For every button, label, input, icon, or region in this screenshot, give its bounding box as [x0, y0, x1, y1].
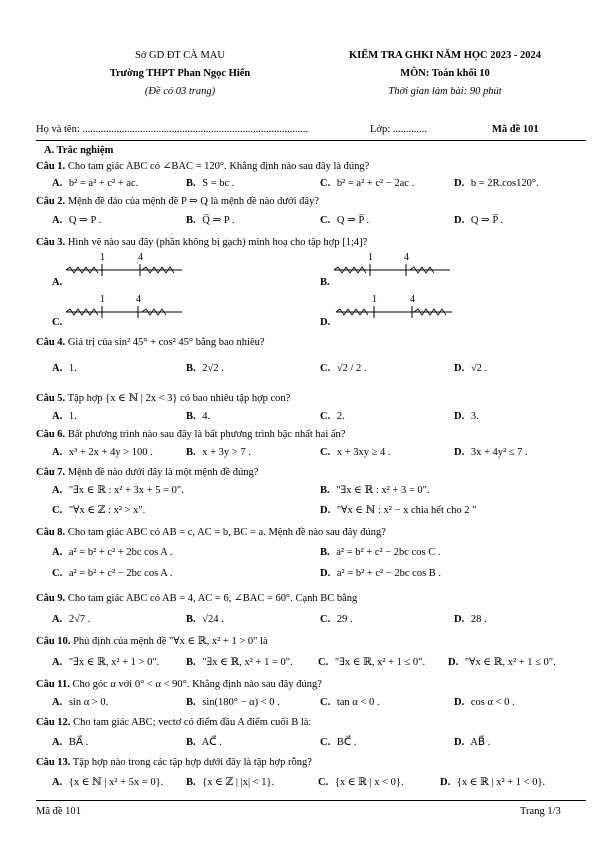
q7-option-d[interactable]: D. "∀x ∈ ℕ : x² − x chia hết cho 2 "	[320, 505, 477, 516]
question-5: Câu 5. Tập hợp {x ∈ ℕ | 2x < 3} có bao nhiêu tập hợp con?	[36, 393, 291, 404]
q3-numberline-d	[332, 292, 472, 322]
q1-option-d[interactable]: D. b = 2R.cos120°.	[454, 178, 539, 189]
q6-option-a[interactable]: A. x³ + 2x + 4y > 100 .	[52, 447, 153, 458]
question-4: Câu 4. Giá trị của sin² 45° + cos² 45° bằng bao nhiêu?	[36, 337, 265, 348]
q5-option-c[interactable]: C. 2.	[320, 411, 345, 422]
q1-option-b[interactable]: B. S = bc .	[186, 178, 235, 189]
q1-option-a[interactable]: A. b² = a² + c² + ac.	[52, 178, 139, 189]
tick-4-label: 4	[136, 294, 141, 305]
q12-option-c[interactable]: C. BC⃗ .	[320, 737, 357, 748]
q10-option-d[interactable]: D. "∀x ∈ ℝ, x² + 1 ≤ 0".	[448, 657, 556, 668]
question-12: Câu 12. Cho tam giác ABC; vectơ có điểm đầu A điểm cuối B là:	[36, 717, 312, 728]
q2-option-d[interactable]: D. Q ⇒ P̅ .	[454, 215, 504, 226]
tick-4-label: 4	[404, 252, 409, 263]
question-13: Câu 13. Tập hợp nào trong các tập hợp dưới đây là tập hợp rỗng?	[36, 757, 312, 768]
question-1: Câu 1. Cho tam giác ABC có ∠BAC = 120°. Khẳng định nào sau đây là đúng?	[36, 161, 370, 172]
q8-option-a[interactable]: A. a² = b² + c² + 2bc cos A .	[52, 547, 173, 558]
q13-option-c[interactable]: C. {x ∈ ℝ | x < 0}.	[318, 777, 404, 788]
q2-option-c[interactable]: C. Q ⇒ P̅ .	[320, 215, 370, 226]
page-number: Trang 1/3	[520, 806, 561, 817]
q4-option-d[interactable]: D. √2 .	[454, 363, 488, 374]
q10-option-a[interactable]: A. "∃x ∈ ℝ, x² + 1 > 0".	[52, 657, 160, 668]
exam-code: Mã đề 101	[492, 124, 539, 135]
q2-option-b[interactable]: B. Q̅ ⇒ P .	[186, 215, 235, 226]
tick-1-label: 1	[100, 294, 105, 305]
department: Sở GD ĐT CÀ MAU	[135, 50, 225, 61]
tick-1-label: 1	[372, 294, 377, 305]
divider	[36, 140, 586, 141]
time-limit: Thời gian làm bài: 90 phút	[388, 86, 502, 97]
q10-option-c[interactable]: C. "∃x ∈ ℝ, x² + 1 ≤ 0".	[318, 657, 426, 668]
q3-numberline-c	[62, 292, 202, 322]
q3-option-c[interactable]: C.	[52, 317, 63, 328]
q11-option-d[interactable]: D. cos α < 0 .	[454, 697, 515, 708]
tick-1-label: 1	[100, 252, 105, 263]
q8-option-b[interactable]: B. a² = b² + c² − 2bc cos C .	[320, 547, 441, 558]
section-title: A. Trắc nghiệm	[44, 145, 114, 156]
q6-option-b[interactable]: B. x + 3y > 7 .	[186, 447, 251, 458]
q12-option-d[interactable]: D. AB⃗ .	[454, 737, 491, 748]
tick-4-label: 4	[410, 294, 415, 305]
q9-option-b[interactable]: B. √24 .	[186, 614, 224, 625]
q6-option-d[interactable]: D. 3x + 4y² ≤ 7 .	[454, 447, 528, 458]
q9-option-c[interactable]: C. 29 .	[320, 614, 353, 625]
q11-option-b[interactable]: B. sin(180° − α) < 0 .	[186, 697, 280, 708]
subject: MÔN: Toán khối 10	[400, 68, 490, 79]
question-2: Câu 2. Mệnh đề đảo của mệnh đề P ⇒ Q là mệnh đề nào dưới đây?	[36, 196, 319, 207]
q9-option-a[interactable]: A. 2√7 .	[52, 614, 91, 625]
q12-option-a[interactable]: A. BA⃗ .	[52, 737, 89, 748]
q11-option-a[interactable]: A. sin α > 0.	[52, 697, 109, 708]
q3-numberline-b	[330, 250, 470, 280]
footer-code: Mã đề 101	[36, 806, 81, 817]
exam-title: KIỂM TRA GHKI NĂM HỌC 2023 - 2024	[348, 50, 542, 61]
question-7: Câu 7. Mệnh đề nào dưới đây là một mệnh đề đúng?	[36, 467, 259, 478]
q5-option-d[interactable]: D. 3.	[454, 411, 479, 422]
class-field-label: Lớp: .............	[370, 124, 427, 135]
school-name: Trường THPT Phan Ngọc Hiển	[109, 68, 251, 79]
q3-option-b[interactable]: B.	[320, 277, 330, 288]
tick-1-label: 1	[368, 252, 373, 263]
page-count: (Đề có 03 trang)	[144, 86, 216, 97]
question-10: Câu 10. Phủ định của mệnh đề "∀x ∈ ℝ, x² + 1 > 0" là	[36, 636, 268, 647]
q12-option-b[interactable]: B. AC⃗ .	[186, 737, 222, 748]
q7-option-c[interactable]: C. "∀x ∈ ℤ : x² > x".	[52, 505, 146, 516]
footer-divider	[36, 800, 586, 801]
question-9: Câu 9. Cho tam giác ABC có AB = 4, AC = 6, ∠BAC = 60°. Cạnh BC bằng	[36, 593, 358, 604]
q5-option-b[interactable]: B. 4.	[186, 411, 211, 422]
q7-option-a[interactable]: A. "∃x ∈ ℝ : x² + 3x + 5 = 0".	[52, 485, 184, 496]
q4-option-b[interactable]: B. 2√2 .	[186, 363, 224, 374]
q1-option-c[interactable]: C. b² = a² + c² − 2ac .	[320, 178, 415, 189]
question-6: Câu 6. Bất phương trình nào sau đây là bất phương trình bậc nhất hai ẩn?	[36, 429, 346, 440]
question-3: Câu 3. Hình vẽ nào sau đây (phần không bị gạch) minh hoạ cho tập hợp [1;4]?	[36, 237, 368, 248]
q4-option-c[interactable]: C. √2 / 2 .	[320, 363, 367, 374]
q8-option-d[interactable]: D. a² = b² + c² − 2bc cos B .	[320, 568, 442, 579]
q7-option-b[interactable]: B. "∃x ∈ ℝ : x² + 3 = 0".	[320, 485, 430, 496]
q8-option-c[interactable]: C. a² = b² + c² − 2bc cos A .	[52, 568, 173, 579]
q13-option-b[interactable]: B. {x ∈ ℤ | |x| < 1}.	[186, 777, 275, 788]
q9-option-d[interactable]: D. 28 .	[454, 614, 487, 625]
q10-option-b[interactable]: B. "∃x ∈ ℝ, x² + 1 = 0".	[186, 657, 293, 668]
q13-option-d[interactable]: D. {x ∈ ℝ | x² + 1 < 0}.	[440, 777, 546, 788]
name-field-label: Họ và tên: ......................................................................................	[36, 124, 309, 135]
q13-option-a[interactable]: A. {x ∈ ℕ | x² + 5x = 0}.	[52, 777, 164, 788]
q6-option-c[interactable]: C. x + 3xy ≥ 4 .	[320, 447, 391, 458]
q2-option-a[interactable]: A. Q ⇒ P .	[52, 215, 102, 226]
q3-option-d[interactable]: D.	[320, 317, 331, 328]
q3-option-a[interactable]: A.	[52, 277, 63, 288]
tick-4-label: 4	[138, 252, 143, 263]
q3-numberline-a	[62, 250, 202, 280]
q11-option-c[interactable]: C. tan α < 0 .	[320, 697, 380, 708]
q5-option-a[interactable]: A. 1.	[52, 411, 77, 422]
question-11: Câu 11. Cho góc α với 0° < α < 90°. Khẳng định nào sau đây đúng?	[36, 679, 322, 690]
question-8: Câu 8. Cho tam giác ABC có AB = c, AC = b, BC = a. Mệnh đề nào sau đây đúng?	[36, 527, 386, 538]
q4-option-a[interactable]: A. 1.	[52, 363, 77, 374]
